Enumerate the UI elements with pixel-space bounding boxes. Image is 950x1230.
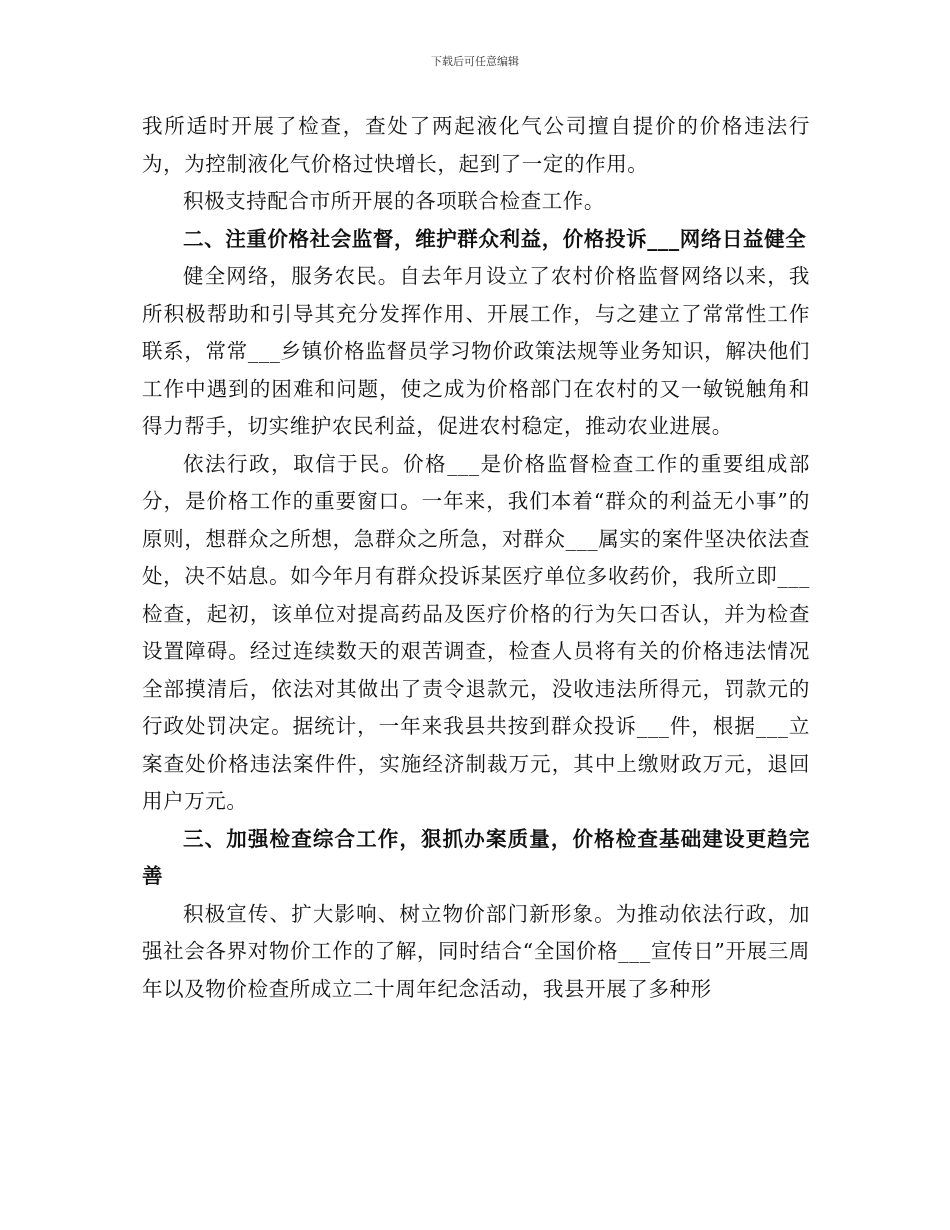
document-body — [142, 108, 810, 1008]
page-header: 下载后可任意编辑 — [431, 55, 519, 68]
paragraph-1: 我所适时开展了检查，查处了两起液化气公司擅自提价的价格违法行为，为控制液化气价格过快增长，起到了一定的作用。 — [142, 114, 810, 176]
paragraph-5: 积极宣传、扩大影响、树立物价部门新形象。为推动依法行政，加强社会各界对物价工作的了解，同时结合“全国价格___宣传日”开展三周年以及物价检查所成立二十周年纪念活动，我县开展了多种形 — [142, 901, 810, 1001]
section-heading-2: 二、注重价格社会监督，维护群众利益，价格投诉___网络日益健全 — [183, 226, 807, 251]
paragraph-4: 依法行政，取信于民。价格___是价格监督检查工作的重要组成部分，是价格工作的重要窗口。一年来，我们本着“群众的利益无小事”的原则，想群众之所想，急群众之所急，对群众___属实的案件坚决依法查处，决不姑息。如今年月有群众投诉某医疗单位多收药价，我所立即___检查，起初，该单位对提高药品及医疗价格的行为矢口否认，并为检查设置障碍。经过连续数天的艰苦调查，检查人员将有关的价格违法情况全部摸清后，依法对其做出了责令退款元，没收违法所得元，罚款元的行政处罚决定。据统计，一年来我县共按到群众投诉___件，根据___立案查处价格违法案件件，实施经济制裁万元，其中上缴财政万元，退回用户万元。 — [142, 451, 810, 813]
paragraph-2: 积极支持配合市所开展的各项联合检查工作。 — [183, 189, 605, 213]
section-heading-3: 三、加强检查综合工作，狠抓办案质量，价格检查基础建设更趋完善 — [142, 826, 810, 888]
paragraph-3: 健全网络，服务农民。自去年月设立了农村价格监督网络以来，我所积极帮助和引导其充分发挥作用、开展工作，与之建立了常常性工作联系，常常___乡镇价格监督员学习物价政策法规等业务知识，解决他们工作中遇到的困难和问题，使之成为价格部门在农村的又一敏锐触角和得力帮手，切实维护农民利益，促进农村稳定，推动农业进展。 — [142, 264, 810, 438]
